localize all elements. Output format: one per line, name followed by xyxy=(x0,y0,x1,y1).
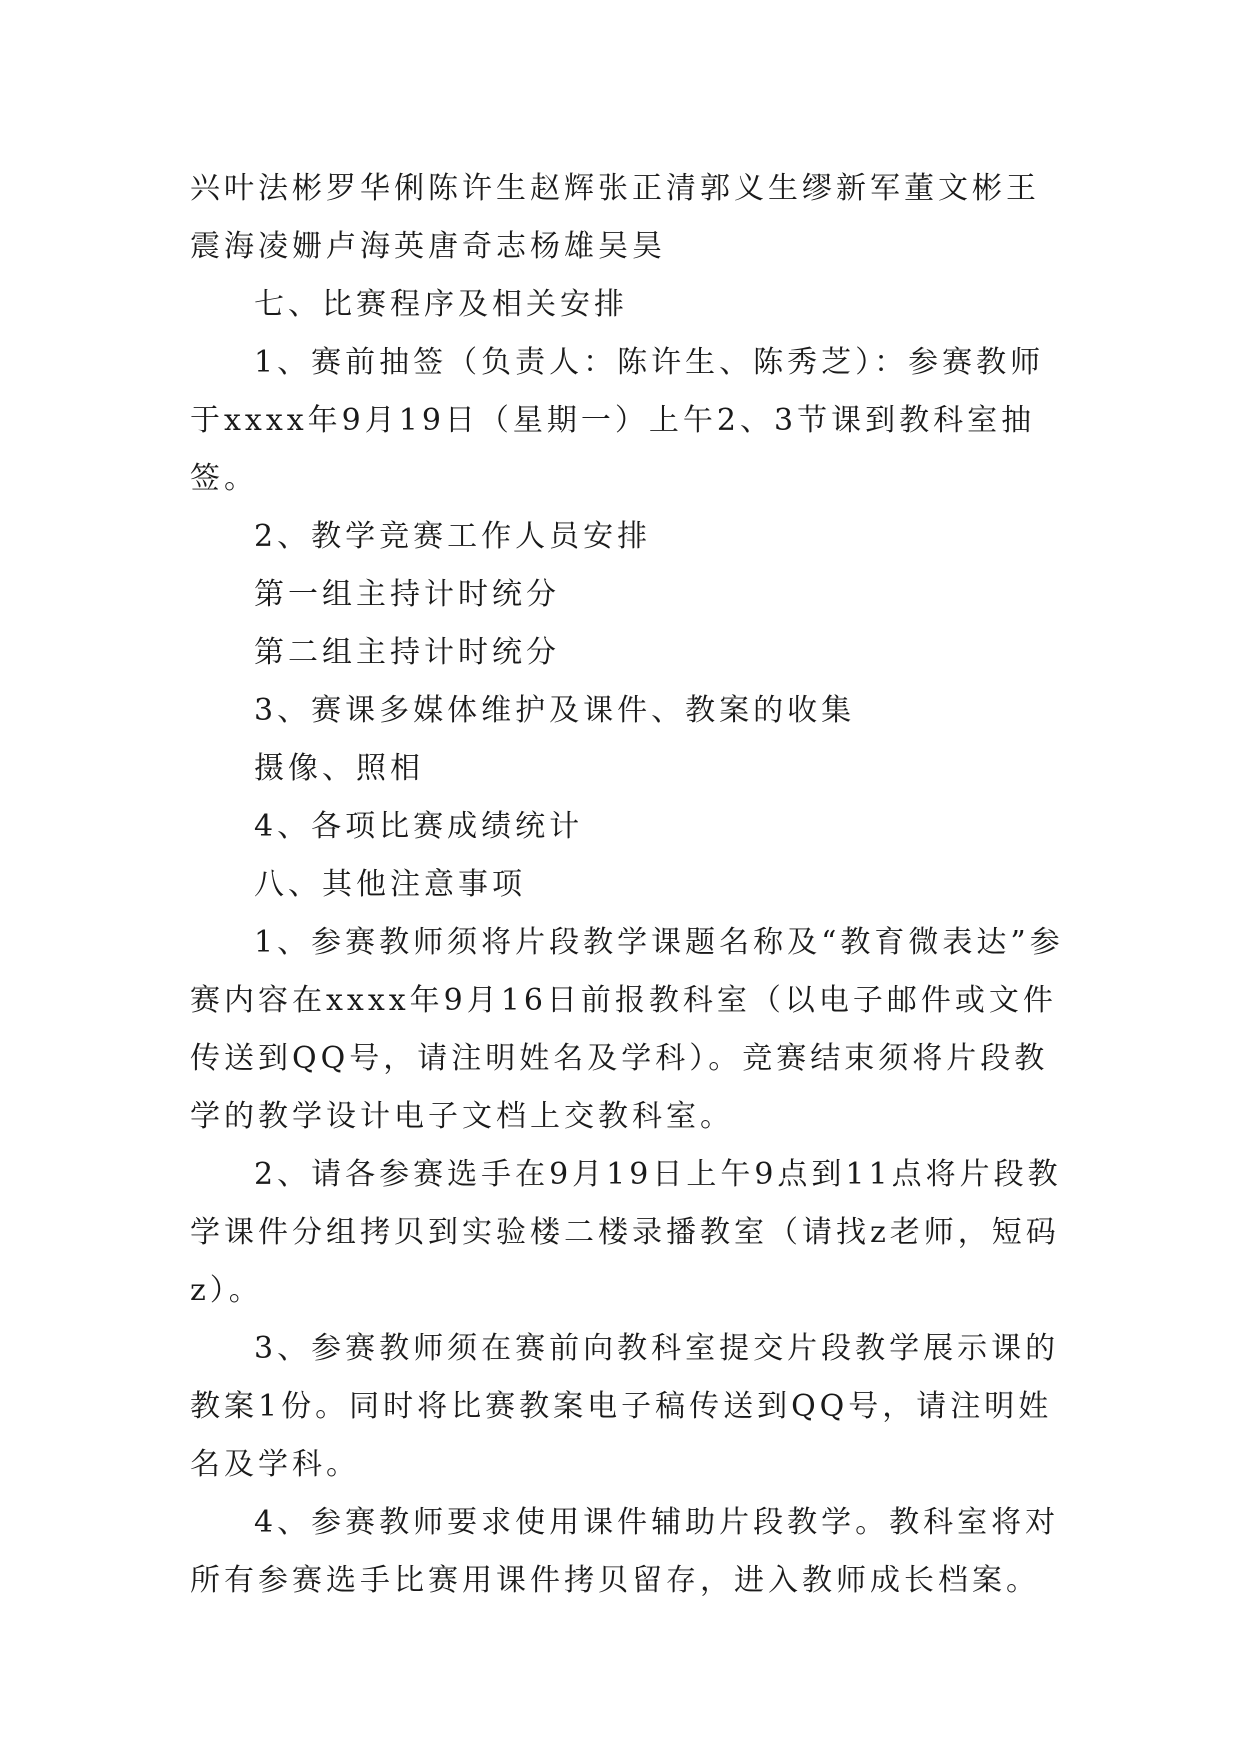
paragraph-note-3: 3、参赛教师须在赛前向教科室提交片段教学展示课的教案1份。同时将比赛教案电子稿传送到QQ号，请注明姓名及学科。 xyxy=(190,1331,1060,1482)
paragraph-group-two: 第二组主持计时统分 xyxy=(254,635,560,670)
paragraph-staff-arrangement: 2、教学竞赛工作人员安排 xyxy=(254,519,652,554)
paragraph-group-one: 第一组主持计时统分 xyxy=(254,577,560,612)
paragraph-note-1: 1、参赛教师须将片段教学课题名称及“教育微表达”参赛内容在xxxx年9月16日前报教科室（以电子邮件或文件传送到QQ号，请注明姓名及学科）。竞赛结束须将片段教学的教学设计电子文档上交教科室。 xyxy=(190,925,1064,1134)
document-body xyxy=(190,160,1070,1610)
paragraph-photography: 摄像、照相 xyxy=(254,751,424,786)
paragraph-note-2: 2、请各参赛选手在9月19日上午9点到11点将片段教学课件分组拷贝到实验楼二楼录播教室（请找z老师，短码z）。 xyxy=(190,1157,1062,1308)
paragraph-score-statistics: 4、各项比赛成绩统计 xyxy=(254,809,584,844)
paragraph-note-4: 4、参赛教师要求使用课件辅助片段教学。教科室将对所有参赛选手比赛用课件拷贝留存，进入教师成长档案。 xyxy=(190,1505,1060,1598)
section-heading-8: 八、其他注意事项 xyxy=(254,867,526,902)
paragraph-draw-lots: 1、赛前抽签（负责人：陈许生、陈秀芝）：参赛教师于xxxx年9月19日（星期一）上午2、3节课到教科室抽签。 xyxy=(190,345,1045,496)
paragraph-multimedia: 3、赛课多媒体维护及课件、教案的收集 xyxy=(254,693,856,728)
section-heading-7: 七、比赛程序及相关安排 xyxy=(254,287,628,322)
staff-name-list: 兴叶法彬罗华俐陈许生赵辉张正清郭义生缪新军董文彬王震海凌姗卢海英唐奇志杨雄吴昊 xyxy=(190,171,1040,264)
